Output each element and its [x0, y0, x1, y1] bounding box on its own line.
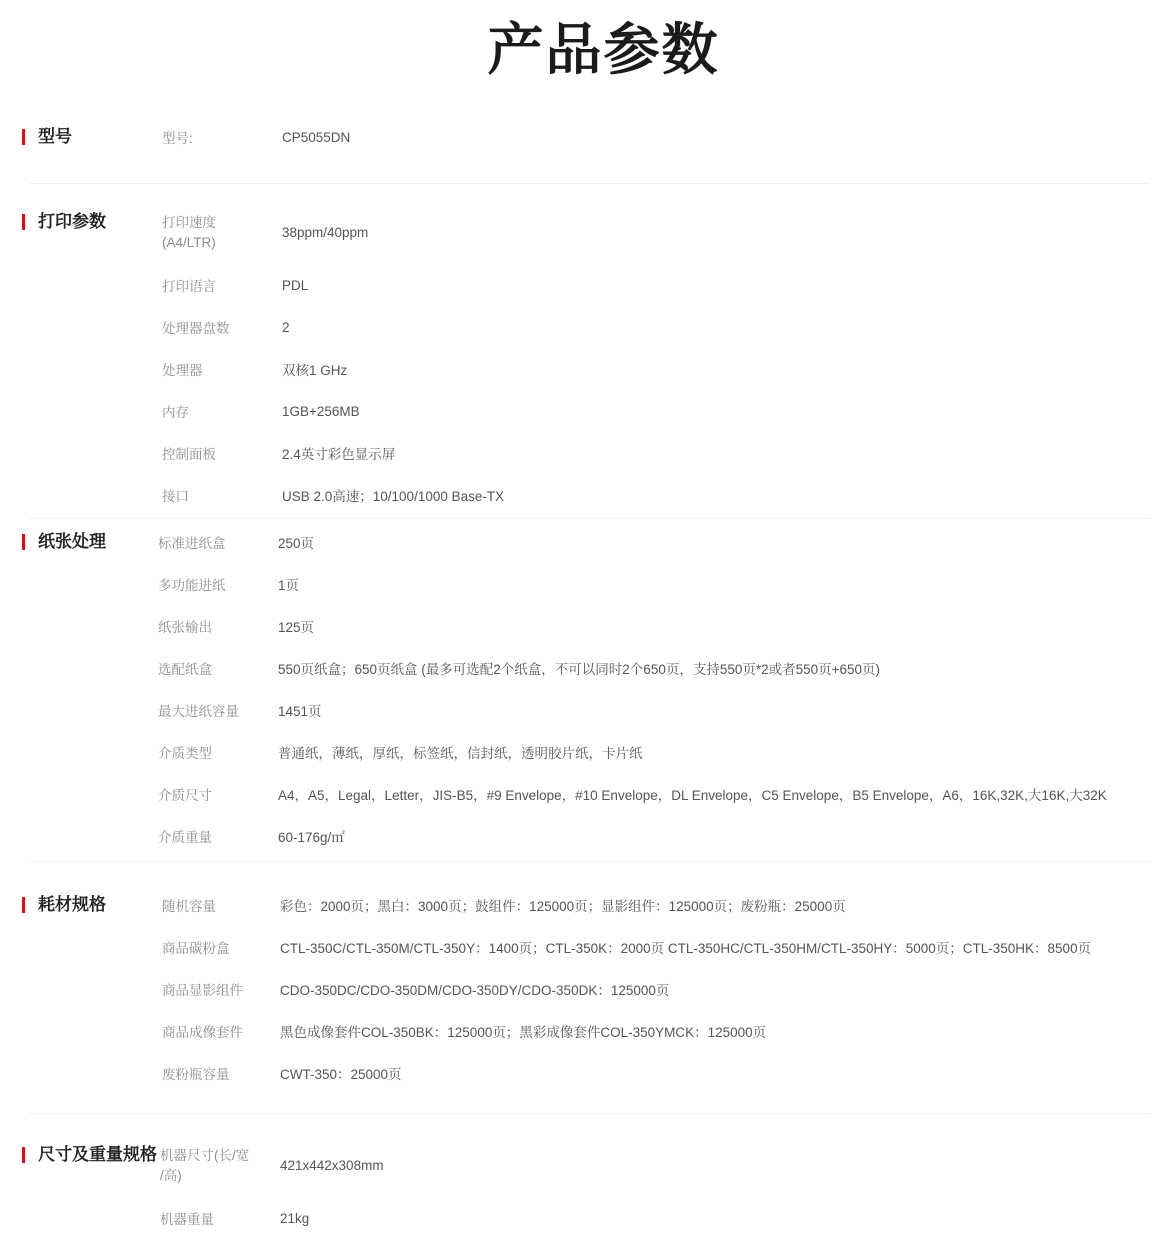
spec-row: [0, 926, 1169, 968]
spec-value: 彩色：2000页；黑白：3000页；鼓组件：125000页；显影组件：125000页；废粉瓶：25000页: [280, 899, 846, 914]
spec-label: [160, 1134, 249, 1197]
spec-row: [0, 306, 1169, 348]
spec-label-line: /高): [160, 1167, 182, 1183]
spec-row: [0, 116, 1169, 158]
spec-row: [0, 1052, 1169, 1094]
spec-label: 商品碳粉盒: [162, 941, 230, 956]
spec-value: CDO-350DC/CDO-350DM/CDO-350DY/CDO-350DK：125000页: [280, 983, 670, 998]
spec-value: A4，A5，Legal，Letter，JIS-B5，#9 Envelope，#10 Envelope，DL Envelope，C5 Envelope，B5 Envelope，A6，16K,32K,大16K,大32K: [278, 788, 1107, 803]
spec-row: [0, 390, 1169, 432]
section-consumables: [0, 884, 1169, 1114]
spec-label-line: 打印速度: [162, 214, 216, 230]
spec-label: 处理器: [162, 363, 203, 378]
spec-label: 纸张输出: [158, 620, 212, 635]
section-divider: [30, 183, 1150, 184]
spec-label: 废粉瓶容量: [162, 1067, 230, 1082]
section-divider: [30, 861, 1150, 862]
spec-label-line: 机器尺寸(长/宽: [160, 1147, 250, 1163]
spec-label: [162, 201, 216, 264]
spec-label: 介质类型: [158, 746, 212, 761]
section-print-params: [0, 201, 1169, 519]
spec-value: CP5055DN: [282, 129, 351, 145]
spec-label: 标准进纸盒: [158, 536, 226, 551]
section-divider: [30, 518, 1150, 519]
section-divider: [30, 1113, 1150, 1114]
spec-label: 内存: [162, 405, 189, 420]
spec-row: [0, 1197, 1169, 1239]
spec-rows: [0, 116, 1169, 158]
spec-value: 60-176g/㎡: [278, 830, 345, 845]
spec-value: CWT-350：25000页: [280, 1067, 402, 1082]
spec-value: 双核1 GHz: [282, 363, 348, 378]
spec-rows: [0, 884, 1169, 1094]
section-title-text: 型号: [38, 127, 72, 146]
spec-label: 打印语言: [162, 279, 216, 294]
spec-row: [0, 605, 1169, 647]
spec-rows: [0, 521, 1169, 857]
spec-value: 250页: [278, 536, 315, 551]
spec-label: 随机容量: [162, 899, 216, 914]
spec-row: [0, 689, 1169, 731]
spec-label: 商品成像套件: [162, 1025, 243, 1040]
spec-rows: [0, 201, 1169, 516]
spec-label: 选配纸盒: [158, 662, 212, 677]
spec-label: 接口: [162, 489, 189, 504]
section-model: [0, 116, 1169, 184]
spec-label: 商品显影组件: [162, 983, 243, 998]
spec-row: [0, 264, 1169, 306]
spec-row: [0, 348, 1169, 390]
spec-row: [0, 731, 1169, 773]
spec-row: [0, 201, 1169, 264]
spec-label-line: (A4/LTR): [162, 234, 216, 250]
spec-label: 控制面板: [162, 447, 216, 462]
spec-value: 1GB+256MB: [282, 403, 360, 419]
spec-value: 38ppm/40ppm: [282, 225, 369, 240]
spec-row: [0, 1010, 1169, 1052]
spec-value: 黑色成像套件COL-350BK：125000页；黑彩成像套件COL-350YMCK：125000页: [280, 1025, 767, 1040]
spec-row: [0, 815, 1169, 857]
spec-label: 处理器盘数: [162, 321, 230, 336]
spec-value: USB 2.0高速；10/100/1000 Base-TX: [282, 489, 505, 504]
spec-label: 机器重量: [160, 1212, 214, 1227]
spec-value: 2.4英寸彩色显示屏: [282, 447, 396, 462]
spec-row: [0, 968, 1169, 1010]
spec-row: [0, 432, 1169, 474]
spec-value: 550页纸盒；650页纸盒 (最多可选配2个纸盒，不可以同时2个650页，支持550页*2或者550页+650页): [278, 662, 881, 677]
section-paper-handling: [0, 521, 1169, 862]
page-header: [0, 0, 1169, 116]
section-title-text: 耗材规格: [38, 895, 106, 914]
spec-row: [0, 647, 1169, 689]
section-title-text: 打印参数: [38, 212, 106, 231]
spec-label: 最大进纸容量: [158, 704, 239, 719]
spec-row: [0, 884, 1169, 926]
spec-value: 2: [282, 319, 290, 335]
spec-row: [0, 474, 1169, 516]
spec-label: 型号:: [162, 131, 193, 146]
spec-value: 1451页: [278, 704, 322, 719]
section-size-weight: [0, 1134, 1169, 1239]
spec-value: PDL: [282, 277, 309, 293]
spec-label: 介质尺寸: [158, 788, 212, 803]
spec-rows: [0, 1134, 1169, 1239]
spec-value: CTL-350C/CTL-350M/CTL-350Y：1400页；CTL-350K：2000页 CTL-350HC/CTL-350HM/CTL-350HY：5000页；CTL-350HK：8500页: [280, 941, 1092, 956]
spec-label: 多功能进纸: [158, 578, 226, 593]
page-title: 产品参数: [487, 18, 720, 81]
spec-value: 125页: [278, 620, 315, 635]
spec-value: 421x442x308mm: [280, 1158, 384, 1173]
spec-value: 1页: [278, 578, 300, 593]
spec-row: [0, 521, 1169, 563]
spec-value: 普通纸，薄纸，厚纸，标签纸，信封纸，透明胶片纸，卡片纸: [278, 746, 643, 761]
spec-row: [0, 563, 1169, 605]
section-title-text: 尺寸及重量规格: [38, 1145, 157, 1164]
spec-row: [0, 773, 1169, 815]
spec-value: 21kg: [280, 1210, 310, 1226]
section-title-text: 纸张处理: [38, 532, 106, 551]
spec-label: 介质重量: [158, 830, 212, 845]
spec-row: [0, 1134, 1169, 1197]
